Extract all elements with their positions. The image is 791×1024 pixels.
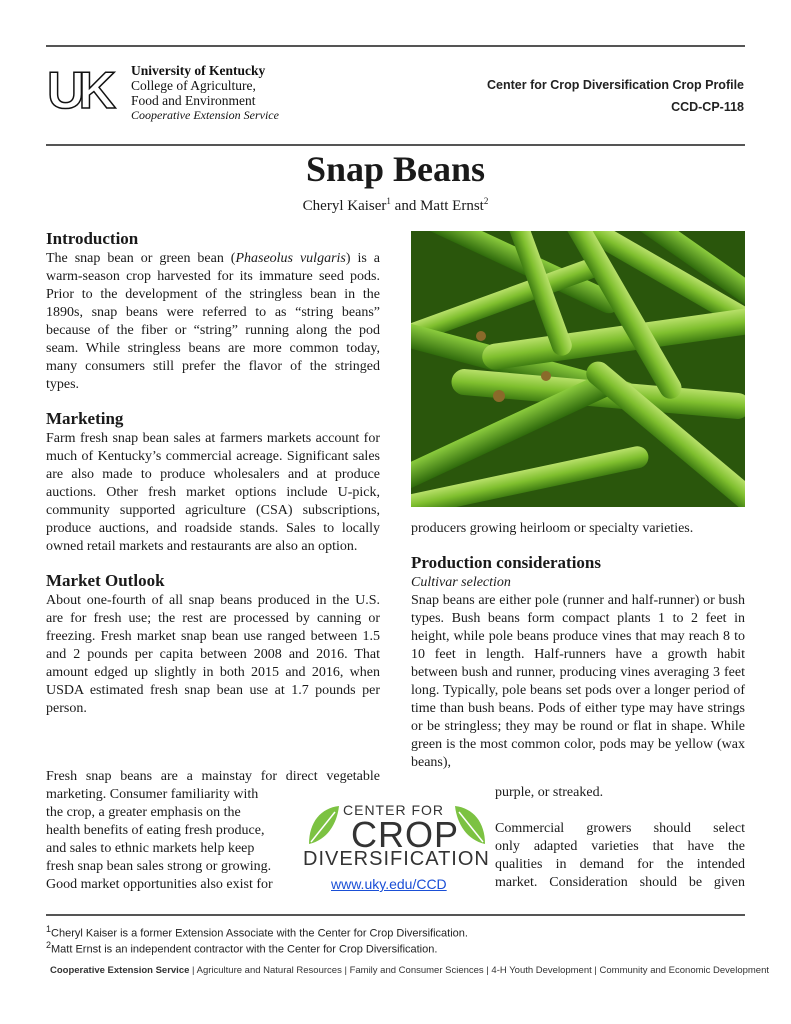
footer-bar xyxy=(50,965,769,976)
ccd-logo xyxy=(303,800,488,895)
footnote-sup: 2 xyxy=(46,940,52,950)
footnote xyxy=(46,924,468,940)
document-code: CCD-CP-118 xyxy=(671,100,744,114)
header-rule xyxy=(46,144,745,146)
footer-text: | Agriculture and Natural Resources | Family and Consumer Sciences | 4-H Youth Development | Community and Economic Development xyxy=(189,965,770,976)
footnote-sup: 1 xyxy=(46,924,52,934)
section-heading: Production considerations xyxy=(411,553,602,572)
institution-line: Food and Environment xyxy=(131,93,256,108)
text-line: market. Consideration should be given xyxy=(495,875,745,890)
text-run: ) is a warm-season crop harvested for its immature seed pods. Prior to the development of the stringless bean in the 1890s, snap beans were referred to as “string beans” because of the fiber or “string” running along the pod seam. While stringless beans are more common today, many consumers still prefer the flavor of the stringed types. xyxy=(46,251,380,392)
institution-name xyxy=(131,63,279,123)
text-line: Good market opportunities also exist for xyxy=(46,877,273,892)
text-line: the crop, a greater emphasis on the xyxy=(46,805,241,820)
leaf-icon xyxy=(307,804,341,848)
footnote-rule xyxy=(46,914,745,916)
green-beans-image xyxy=(411,231,745,507)
footer-lead: Cooperative Extension Service xyxy=(50,965,190,976)
series-block xyxy=(487,74,744,118)
intro-paragraph xyxy=(46,250,380,394)
production-paragraph: Snap beans are either pole (runner and half-runner) or bush types. Bush beans form compact plants 1 to 2 feet in height, while pole beans produce vines that may reach 8 to 10 feet in length. Half-runners have a growth habit between bush and runner, producing vines averaging 3 feet long. Typically, pole beans set pods over a longer period of time than bush beans. Pods of either type may have strings or be stringless; they may be round or flat in shape. While green is the most common color, pods may be yellow (wax beans), xyxy=(411,593,745,770)
text-line: and sales to ethnic markets help keep xyxy=(46,841,255,856)
text-line: qualities in demand for the intended xyxy=(495,857,745,872)
green-beans-photo xyxy=(411,231,745,507)
section-heading: Introduction xyxy=(46,229,139,248)
author-name: Cheryl Kaiser xyxy=(302,198,387,214)
author-name: Matt Ernst xyxy=(420,198,484,214)
text-line xyxy=(495,802,745,820)
top-rule xyxy=(46,45,745,47)
text-line: only adapted varieties that have the xyxy=(495,839,745,854)
page-title: Snap Beans xyxy=(305,149,486,189)
logo-text: CROP xyxy=(351,814,460,855)
author-sup: 1 xyxy=(386,196,391,206)
marketing-paragraph: Farm fresh snap bean sales at farmers markets account for much of Kentucky’s commercial acreage. Significant sales are also made to produce wholesalers and at produce auctions. Other fresh market options include U-pick, community supported agriculture (CSA) subscriptions, produce auctions, and roadside stands. Sales to locally owned retail markets and restaurants are also an option. xyxy=(46,431,380,554)
uk-mark-icon: UK xyxy=(47,62,111,120)
outlook-paragraph: About one-fourth of all snap beans produced in the U.S. are for fresh use; the rest are processed by canning or freezing. Fresh market snap bean use ranged between 1.5 and 2 pounds per capita between 2008 and 2016. That amount edged up slightly in both 2015 and 2016, when USDA estimated fresh snap bean use at 1.7 pounds per person. xyxy=(46,593,380,716)
right-column xyxy=(411,520,745,772)
logo-text: CENTER FOR xyxy=(343,802,444,818)
ccd-link[interactable]: www.uky.edu/CCD xyxy=(331,876,447,892)
logo-text: DIVERSIFICATION xyxy=(303,848,490,870)
author-and: and xyxy=(390,198,421,214)
text-line: Commercial growers should select xyxy=(495,821,745,836)
uk-logo xyxy=(47,63,297,121)
institution-line: University of Kentucky xyxy=(131,63,266,78)
right-wrap-text xyxy=(495,784,745,892)
footnote-text: Matt Ernst is an independent contractor with the Center for Crop Diversification. xyxy=(51,943,438,956)
institution-line: College of Agriculture, xyxy=(131,78,256,93)
footnote-text: Cheryl Kaiser is a former Extension Associate with the Center for Crop Diversification. xyxy=(51,927,468,940)
species-name: Phaseolus vulgaris xyxy=(235,251,346,266)
text-line: fresh snap bean sales strong or growing. xyxy=(46,859,272,874)
continued-text: producers growing heirloom or specialty varieties. xyxy=(411,521,694,536)
footnote xyxy=(46,940,437,956)
text-line: marketing. Consumer familiarity with xyxy=(46,787,259,802)
text-run: The snap bean or green bean ( xyxy=(46,251,236,266)
author-sup: 2 xyxy=(483,196,489,206)
section-heading: Marketing xyxy=(46,409,124,428)
section-heading: Market Outlook xyxy=(46,571,165,590)
series-title: Center for Crop Diversification Crop Profile xyxy=(487,78,744,92)
authors xyxy=(0,196,791,215)
text-line: purple, or streaked. xyxy=(495,785,604,800)
left-column xyxy=(46,228,380,718)
institution-line: Cooperative Extension Service xyxy=(131,108,279,122)
text-line: Fresh snap beans are a mainstay for direct vegetable xyxy=(46,769,380,784)
subheading: Cultivar selection xyxy=(411,575,511,590)
text-line: health benefits of eating fresh produce, xyxy=(46,823,265,838)
